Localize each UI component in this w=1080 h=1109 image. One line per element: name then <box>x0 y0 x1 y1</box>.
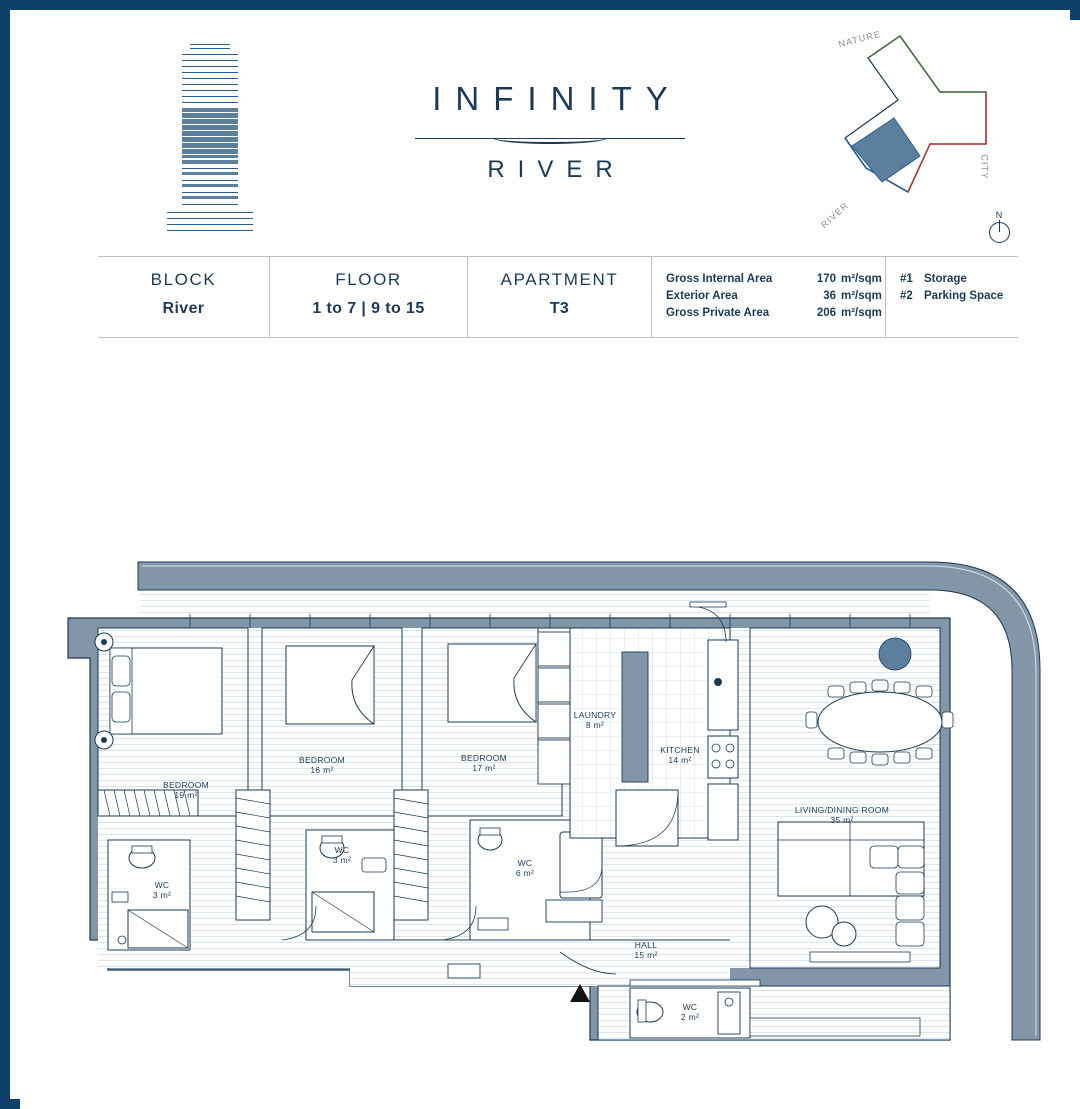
room-label-living <box>762 805 922 825</box>
info-block <box>98 257 270 337</box>
brand-wordmark <box>320 80 780 184</box>
area-unit: m²/sqm <box>841 273 882 285</box>
floor-plan-drawing <box>50 540 1060 1060</box>
info-block-title: BLOCK <box>150 270 217 289</box>
brand-name: INFINITY <box>432 80 682 117</box>
room-area: 6 m² <box>515 868 535 878</box>
key-plan <box>790 28 1020 247</box>
room-label-bedroom-17 <box>434 753 534 773</box>
info-bar <box>98 256 1018 338</box>
room-name: WC <box>517 858 533 868</box>
entrance-arrow-icon <box>570 984 590 1002</box>
extra-row <box>900 271 1018 288</box>
info-apartment-value: T3 <box>549 300 570 317</box>
compass-dial <box>989 222 1010 243</box>
area-unit: m²/sqm <box>841 307 882 319</box>
info-block-value: River <box>162 300 205 317</box>
room-name: WC <box>154 880 170 890</box>
tower-icon <box>160 40 260 235</box>
room-label-wc-3a <box>312 845 372 865</box>
room-name: LIVING/DINING ROOM <box>794 805 890 815</box>
room-area: 3 m² <box>332 855 352 865</box>
room-area: 8 m² <box>585 720 605 730</box>
room-area: 14 m² <box>668 755 692 765</box>
room-name: WC <box>334 845 350 855</box>
info-floor-value: 1 to 7 | 9 to 15 <box>312 300 425 317</box>
brand-subname: RIVER <box>487 156 626 183</box>
room-area: 3 m² <box>152 890 172 900</box>
area-name: Gross Internal Area <box>666 273 773 285</box>
info-extras <box>886 257 1018 337</box>
room-area: 35 m² <box>830 815 854 825</box>
room-label-bedroom-16 <box>272 755 372 775</box>
room-area: 16 m² <box>310 765 334 775</box>
room-name: LAUNDRY <box>573 710 617 720</box>
room-label-hall <box>616 940 676 960</box>
info-floor <box>270 257 468 337</box>
area-value: 36 <box>823 290 836 302</box>
room-area: 15 m² <box>634 950 658 960</box>
sheet-header <box>20 20 1080 250</box>
area-value: 170 <box>816 273 836 285</box>
brand-divider <box>415 132 685 146</box>
info-apartment <box>468 257 652 337</box>
compass-north-label: N <box>995 210 1003 220</box>
room-label-bedroom-19 <box>136 780 236 800</box>
extra-tag: #1 <box>900 273 913 285</box>
room-name: WC <box>682 1002 698 1012</box>
extra-label: Storage <box>924 273 967 285</box>
floorplan-sheet <box>20 20 1080 1109</box>
room-area: 2 m² <box>680 1012 700 1022</box>
info-apartment-title: APARTMENT <box>500 270 619 289</box>
compass-icon <box>982 210 1016 250</box>
room-area: 17 m² <box>472 763 496 773</box>
keyplan-label-city: CITY <box>979 154 990 180</box>
info-floor-title: FLOOR <box>335 270 402 289</box>
room-name: BEDROOM <box>460 753 508 763</box>
room-label-laundry <box>545 710 645 730</box>
area-value: 206 <box>816 307 836 319</box>
room-label-wc-6 <box>495 858 555 878</box>
extra-tag: #2 <box>900 290 913 302</box>
floor-plan <box>50 540 1060 1060</box>
room-label-wc-2 <box>660 1002 720 1022</box>
room-name: BEDROOM <box>162 780 210 790</box>
area-unit: m²/sqm <box>841 290 882 302</box>
area-row <box>666 288 885 305</box>
keyplan-label-nature: NATURE <box>837 28 883 50</box>
room-name: BEDROOM <box>298 755 346 765</box>
area-name: Gross Private Area <box>666 307 770 319</box>
room-label-wc-3b <box>132 880 192 900</box>
area-row <box>666 305 885 322</box>
area-row <box>666 271 885 288</box>
room-area: 19 m² <box>174 790 198 800</box>
extra-label: Parking Space <box>924 290 1004 302</box>
extra-row <box>900 288 1018 305</box>
room-name: KITCHEN <box>660 745 700 755</box>
area-name: Exterior Area <box>666 290 738 302</box>
keyplan-label-river: RIVER <box>818 200 851 230</box>
room-label-kitchen <box>630 745 730 765</box>
room-name: HALL <box>634 940 658 950</box>
info-areas <box>652 257 886 337</box>
